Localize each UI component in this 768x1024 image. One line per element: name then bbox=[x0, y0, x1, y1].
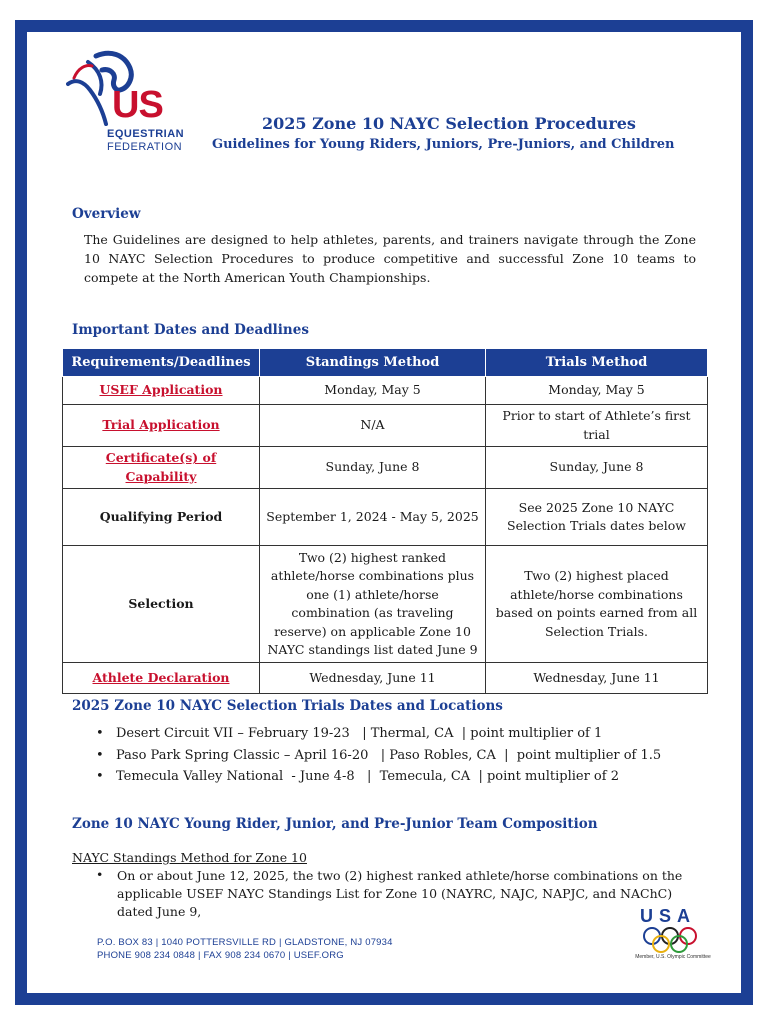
table-row bbox=[63, 447, 708, 489]
table-row bbox=[63, 377, 708, 405]
table-row bbox=[63, 489, 708, 546]
table-cell: N/A bbox=[260, 405, 486, 447]
column-header: Requirements/Deadlines bbox=[63, 349, 260, 377]
list-item: • Temecula Valley National - June 4-8 | Temecula, CA | point multiplier of 2 bbox=[96, 769, 661, 791]
table-cell: Sunday, June 8 bbox=[260, 447, 486, 489]
usa-olympic-logo bbox=[628, 906, 718, 966]
composition-heading: Zone 10 NAYC Young Rider, Junior, and Pre-Junior Team Composition bbox=[72, 816, 598, 832]
document-subtitle: Guidelines for Young Riders, Juniors, Pre-Juniors, and Children bbox=[212, 137, 675, 152]
logo-federation-text: FEDERATION bbox=[107, 141, 183, 153]
document-title: 2025 Zone 10 NAYC Selection Procedures bbox=[262, 114, 636, 133]
usef-logo bbox=[58, 48, 198, 170]
standings-method-subheading: NAYC Standings Method for Zone 10 bbox=[72, 850, 307, 865]
table-cell: Wednesday, June 11 bbox=[486, 663, 708, 694]
deadlines-table bbox=[62, 348, 708, 694]
table-row bbox=[63, 663, 708, 694]
table-cell: Sunday, June 8 bbox=[486, 447, 708, 489]
footer-address: P.O. BOX 83 | 1040 POTTERSVILLE RD | GLADSTONE, NJ 07934 bbox=[97, 937, 393, 948]
trials-list bbox=[96, 726, 661, 791]
logo-us-text: US bbox=[112, 84, 163, 126]
certificate-of-capability-link[interactable]: Certificate(s) of Capability bbox=[63, 447, 260, 489]
usa-caption: Member, U.S. Olympic Committee bbox=[635, 954, 711, 960]
table-cell: Monday, May 5 bbox=[260, 377, 486, 405]
requirement-label: Qualifying Period bbox=[63, 489, 260, 546]
list-item: • Desert Circuit VII – February 19-23 | Thermal, CA | point multiplier of 1 bbox=[96, 726, 661, 748]
overview-paragraph: The Guidelines are designed to help athletes, parents, and trainers navigate through the Zone 10 NAYC Selection Procedures to produce competitive and successful Zone 10 teams to compete at the North American Youth Championships. bbox=[84, 232, 696, 285]
logo-equestrian-text: EQUESTRIAN bbox=[107, 128, 185, 140]
usa-mark-text: USA bbox=[640, 906, 697, 926]
table-cell: Prior to start of Athlete’s first trial bbox=[486, 405, 708, 447]
footer-contact: PHONE 908 234 0848 | FAX 908 234 0670 | USEF.ORG bbox=[97, 950, 344, 961]
usef-application-link[interactable]: USEF Application bbox=[63, 377, 260, 405]
table-cell: See 2025 Zone 10 NAYC Selection Trials dates below bbox=[486, 489, 708, 546]
table-cell: Wednesday, June 11 bbox=[260, 663, 486, 694]
table-cell: September 1, 2024 - May 5, 2025 bbox=[260, 489, 486, 546]
dates-heading: Important Dates and Deadlines bbox=[72, 322, 309, 338]
list-item: • Paso Park Spring Classic – April 16-20 | Paso Robles, CA | point multiplier of 1.5 bbox=[96, 748, 661, 770]
table-cell: Two (2) highest ranked athlete/horse combinations plus one (1) athlete/horse combination (as traveling reserve) on applicable Zone 10 NAYC standings list dated June 9 bbox=[260, 546, 486, 663]
column-header: Standings Method bbox=[260, 349, 486, 377]
table-row bbox=[63, 546, 708, 663]
olympic-rings-icon bbox=[628, 926, 718, 956]
table-cell: Two (2) highest placed athlete/horse combinations based on points earned from all Selection Trials. bbox=[486, 546, 708, 663]
trials-heading: 2025 Zone 10 NAYC Selection Trials Dates and Locations bbox=[72, 698, 503, 714]
requirement-label: Selection bbox=[63, 546, 260, 663]
column-header: Trials Method bbox=[486, 349, 708, 377]
athlete-declaration-link[interactable]: Athlete Declaration bbox=[63, 663, 260, 694]
overview-heading: Overview bbox=[72, 206, 141, 222]
trial-application-link[interactable]: Trial Application bbox=[63, 405, 260, 447]
bullet-marker: • bbox=[96, 867, 104, 882]
footer-address-block bbox=[97, 936, 393, 962]
table-row bbox=[63, 405, 708, 447]
table-cell: Monday, May 5 bbox=[486, 377, 708, 405]
table-header-row bbox=[63, 349, 708, 377]
composition-bullet-text: On or about June 12, 2025, the two (2) highest ranked athlete/horse combinations on the applicable USEF NAYC Standings List for Zone 10 (NAYRC, NAJC, NAPJC, and NAChC) dated June 9, bbox=[117, 868, 683, 919]
